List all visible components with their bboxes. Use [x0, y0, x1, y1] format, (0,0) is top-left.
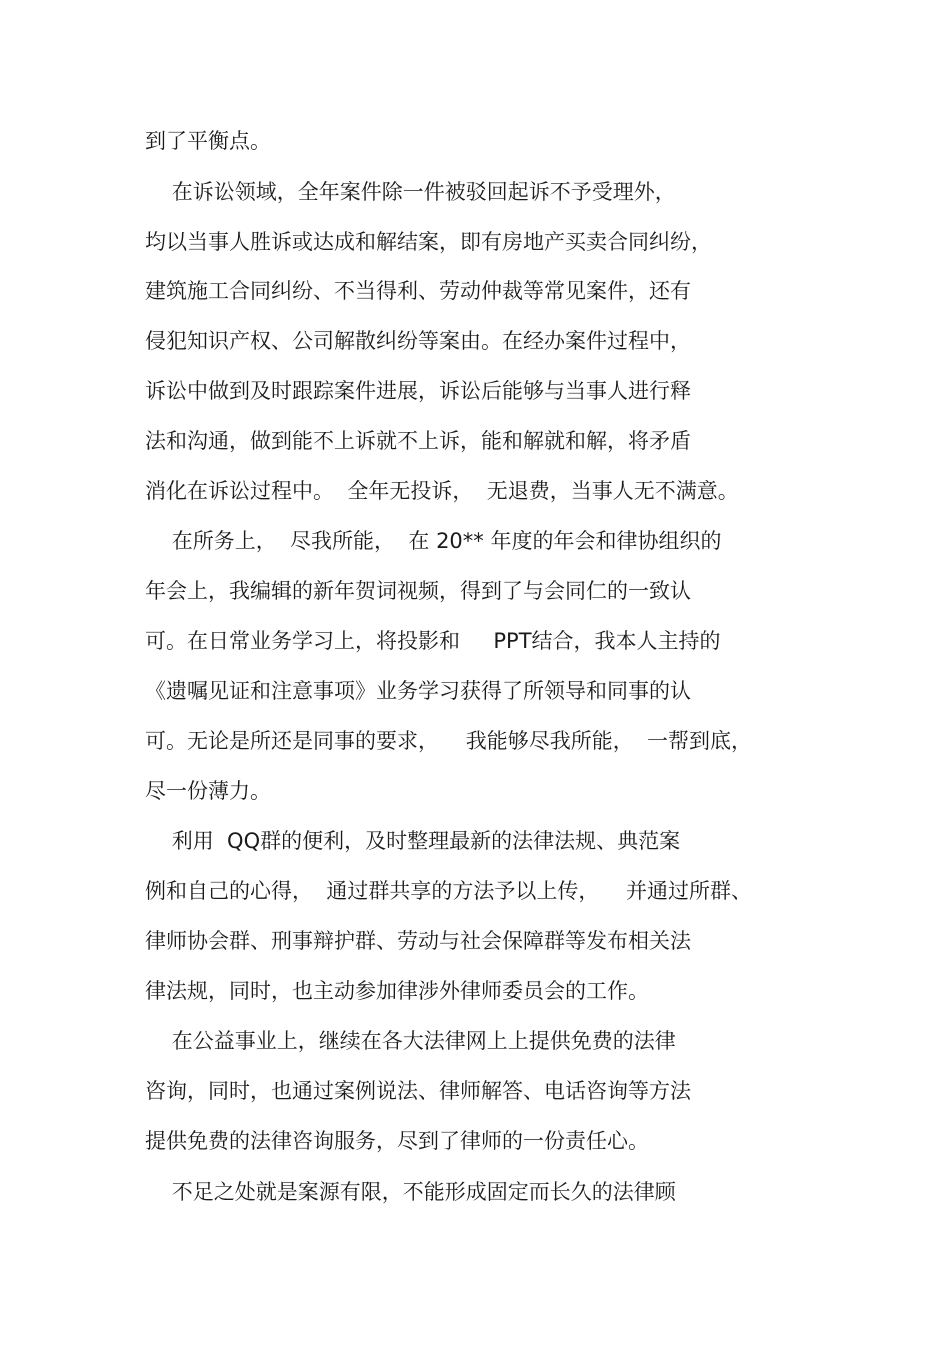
- text-line: 诉讼中做到及时跟踪案件进展，诉讼后能够与当事人进行释: [145, 379, 691, 403]
- text-line: 律法规，同时，也主动参加律涉外律师委员会的工作。: [145, 979, 649, 1003]
- text-line: 到了平衡点。: [145, 129, 271, 153]
- text-line: 法和沟通，做到能不上诉就不上诉，能和解就和解，将矛盾: [145, 429, 691, 453]
- text-line: 尽一份薄力。: [145, 779, 271, 803]
- text-line: 消化在诉讼过程中。 全年无投诉， 无退费，当事人无不满意。: [145, 479, 739, 503]
- text-line: 可。在日常业务学习上，将投影和 PPT结合，我本人主持的: [145, 629, 721, 653]
- paragraph-litigation-line: 在诉讼领域，全年案件除一件被驳回起诉不予受理外，: [145, 180, 676, 204]
- paragraph-shortcomings-line: 不足之处就是案源有限，不能形成固定而长久的法律顾: [145, 1180, 676, 1204]
- paragraph-firm-affairs-line: 在所务上， 尽我所能， 在 20** 年度的年会和律协组织的: [145, 529, 722, 553]
- text-line: 均以当事人胜诉或达成和解结案，即有房地产买卖合同纠纷，: [145, 230, 712, 254]
- text-line: 年会上，我编辑的新年贺词视频，得到了与会同仁的一致认: [145, 579, 691, 603]
- text-line: 可。无论是所还是同事的要求， 我能够尽我所能， 一帮到底，: [145, 729, 753, 753]
- text-line: 侵犯知识产权、公司解散纠纷等案由。在经办案件过程中，: [145, 329, 691, 353]
- text-line: 例和自己的心得， 通过群共享的方法予以上传， 并通过所群、: [145, 879, 753, 903]
- text-line: 律师协会群、刑事辩护群、劳动与社会保障群等发布相关法: [145, 929, 691, 953]
- text-line: 咨询，同时，也通过案例说法、律师解答、电话咨询等方法: [145, 1079, 691, 1103]
- paragraph-public-welfare-line: 在公益事业上，继续在各大法律网上上提供免费的法律: [145, 1029, 676, 1053]
- paragraph-qq-group-line: 利用 QQ群的便利，及时整理最新的法律法规、典范案: [145, 829, 681, 853]
- text-line: 《遗嘱见证和注意事项》业务学习获得了所领导和同事的认: [145, 679, 691, 703]
- text-line: 建筑施工合同纠纷、不当得利、劳动仲裁等常见案件，还有: [145, 279, 691, 303]
- text-line: 提供免费的法律咨询服务，尽到了律师的一份责任心。: [145, 1129, 649, 1153]
